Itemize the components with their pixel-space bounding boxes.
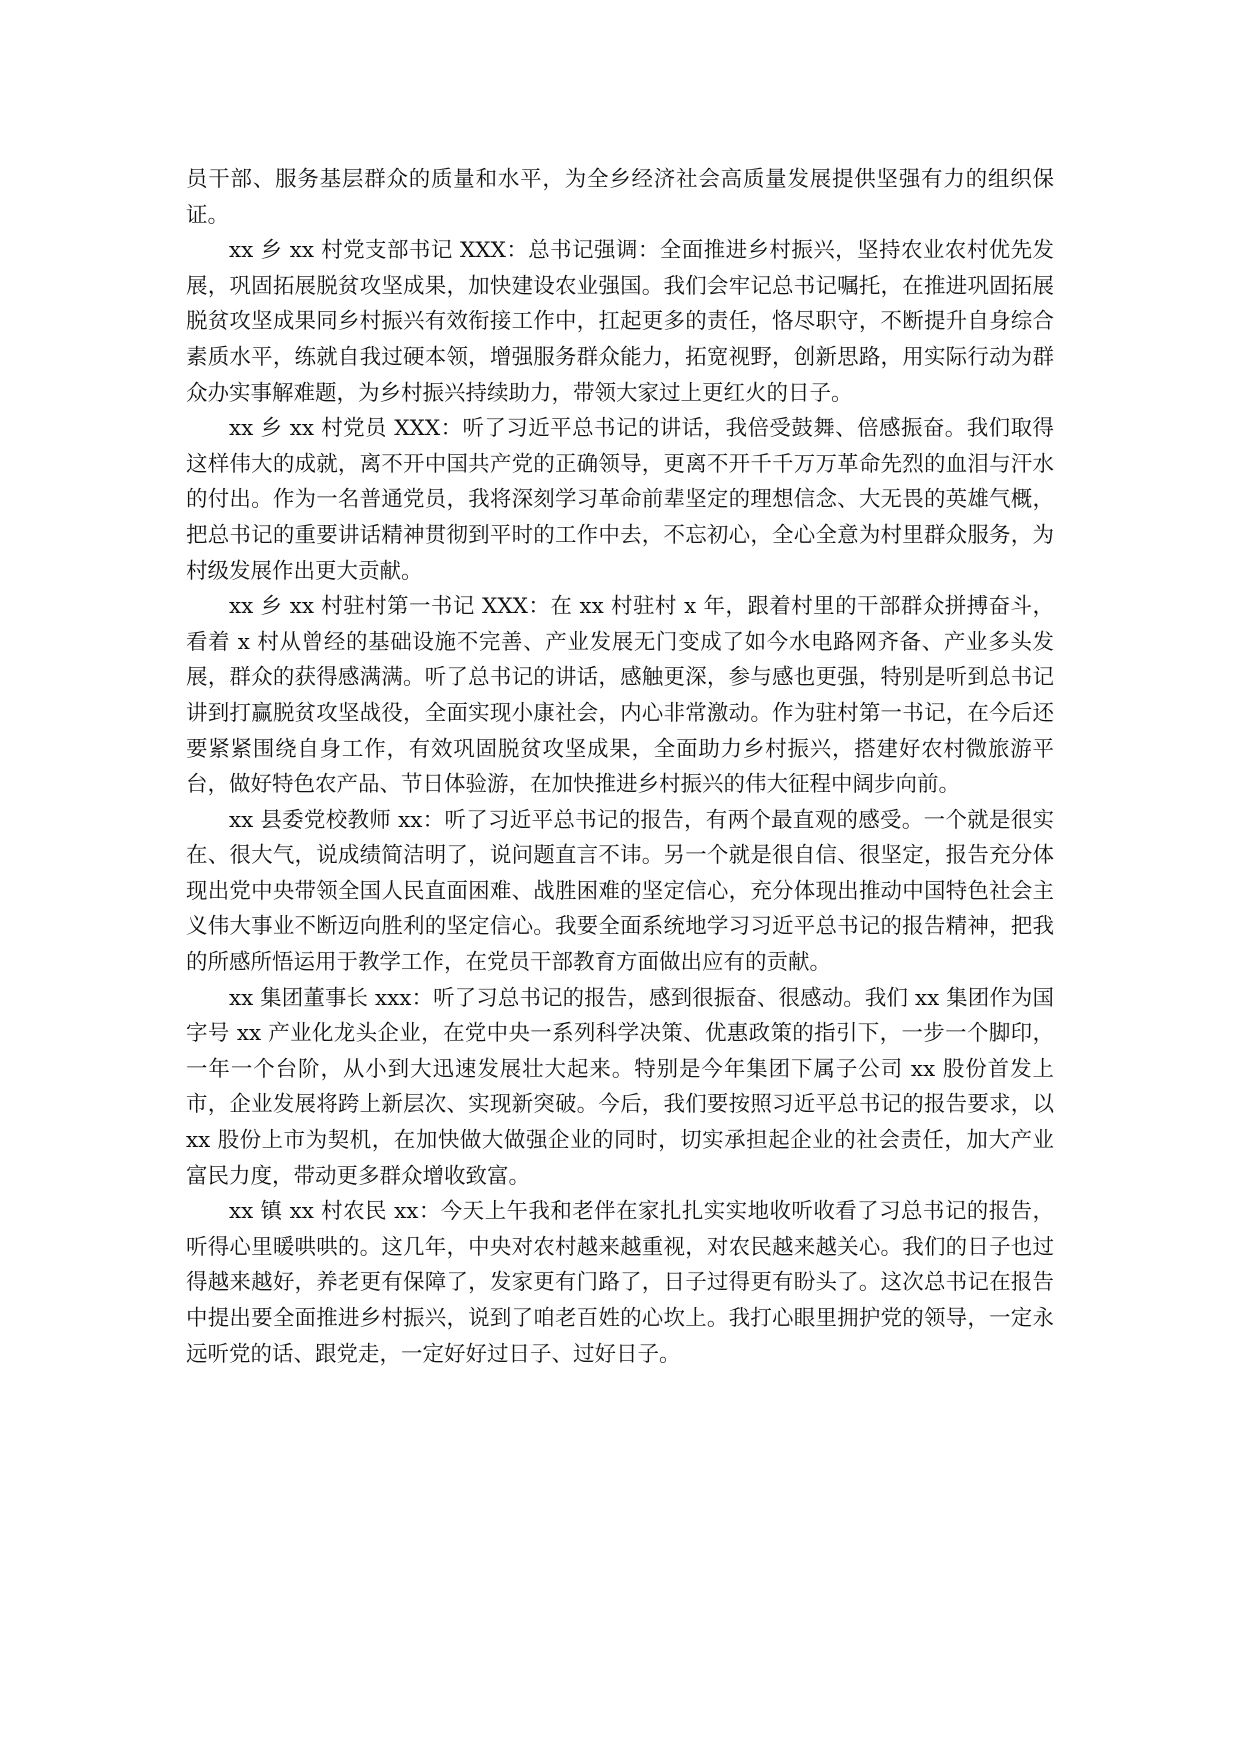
paragraph-group-chairman: xx 集团董事长 xxx：听了习总书记的报告，感到很振奋、很感动。我们 xx 集团作为国字号 xx 产业化龙头企业，在党中央一系列科学决策、优惠政策的指引下，一步一个脚印，一年一个台阶，从小到大迅速发展壮大起来。特别是今年集团下属子公司 xx 股份首发上市，企业发展将跨上新层次、实现新突破。今后，我们要按照习近平总书记的报告要求，以 xx 股份上市为契机，在加快做大做强企业的同时，切实承担起企业的社会责任，加大产业富民力度，带动更多群众增收致富。 [186,985,1054,1189]
document-body [186,162,1054,1372]
paragraph-village-party-secretary: xx 乡 xx 村党支部书记 XXX：总书记强调：全面推进乡村振兴，坚持农业农村优先发展，巩固拓展脱贫攻坚成果，加快建设农业强国。我们会牢记总书记嘱托，在推进巩固拓展脱贫攻坚成果同乡村振兴有效衔接工作中，扛起更多的责任，恪尽职守，不断提升自身综合素质水平，练就自我过硬本领，增强服务群众能力，拓宽视野，创新思路，用实际行动为群众办实事解难题，为乡村振兴持续助力，带领大家过上更红火的日子。 [186,238,1054,406]
paragraph-village-party-member: xx 乡 xx 村党员 XXX：听了习近平总书记的讲话，我倍受鼓舞、倍感振奋。我们取得这样伟大的成就，离不开中国共产党的正确领导，更离不开千千万万革命先烈的血泪与汗水的付出。作为一名普通党员，我将深刻学习革命前辈坚定的理想信念、大无畏的英雄气概，把总书记的重要讲话精神贯彻到平时的工作中去，不忘初心，全心全意为村里群众服务，为村级发展作出更大贡献。 [186,416,1054,584]
paragraph-continuation: 员干部、服务基层群众的质量和水平，为全乡经济社会高质量发展提供坚强有力的组织保证。 [186,167,1054,228]
paragraph-party-school-teacher: xx 县委党校教师 xx：听了习近平总书记的报告，有两个最直观的感受。一个就是很实在、很大气，说成绩简洁明了，说问题直言不讳。另一个就是很自信、很坚定，报告充分体现出党中央带领全国人民直面困难、战胜困难的坚定信心，充分体现出推动中国特色社会主义伟大事业不断迈向胜利的坚定信心。我要全面系统地学习习近平总书记的报告精神，把我的所感所悟运用于教学工作，在党员干部教育方面做出应有的贡献。 [186,807,1054,976]
paragraph-first-secretary: xx 乡 xx 村驻村第一书记 XXX：在 xx 村驻村 x 年，跟着村里的干部群众拼搏奋斗，看着 x 村从曾经的基础设施不完善、产业发展无门变成了如今水电路网齐备、产业多头发展，群众的获得感满满。听了总书记的讲话，感触更深，参与感也更强，特别是听到总书记讲到打赢脱贫攻坚战役，全面实现小康社会，内心非常激动。作为驻村第一书记，在今后还要紧紧围绕自身工作，有效巩固脱贫攻坚成果，全面助力乡村振兴，搭建好农村微旅游平台，做好特色农产品、节日体验游，在加快推进乡村振兴的伟大征程中阔步向前。 [186,594,1054,798]
paragraph-village-farmer: xx 镇 xx 村农民 xx：今天上午我和老伴在家扎扎实实地收听收看了习总书记的报告，听得心里暖哄哄的。这几年，中央对农村越来越重视，对农民越来越关心。我们的日子也过得越来越好，养老更有保障了，发家更有门路了，日子过得更有盼头了。这次总书记在报告中提出要全面推进乡村振兴，说到了咱老百姓的心坎上。我打心眼里拥护党的领导，一定永远听党的话、跟党走，一定好好过日子、过好日子。 [186,1199,1054,1367]
